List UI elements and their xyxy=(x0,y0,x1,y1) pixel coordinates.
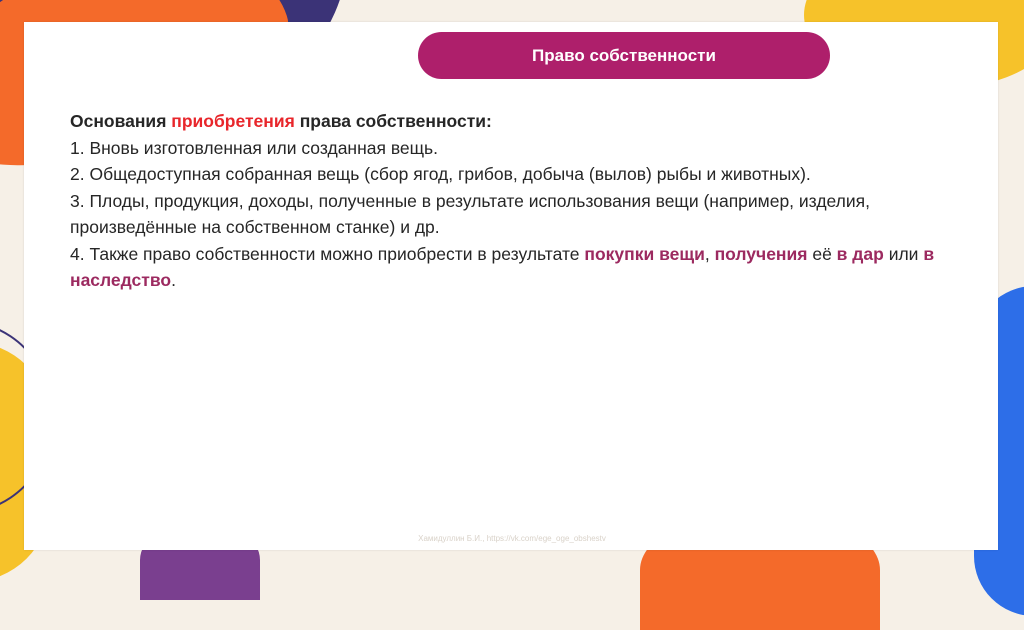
item4-purchase: покупки вещи xyxy=(584,243,705,264)
list-item-4 xyxy=(70,241,950,294)
footer-credit: Хамидуллин Б.И., https://vk.com/ege_oge_obshestv xyxy=(418,534,606,543)
list-item-1: 1. Вновь изготовленная или созданная вещь. xyxy=(70,137,439,158)
item4-start: 4. Также право собственности можно приобрести в результате xyxy=(70,243,585,264)
item4-end: . xyxy=(171,270,176,290)
item4-gift: в дар xyxy=(836,243,884,264)
list-item-2: 2. Общедоступная собранная вещь (сбор ягод, грибов, добыча (вылов) рыбы и животных). xyxy=(70,164,811,184)
heading-suffix: права собственности: xyxy=(294,111,492,131)
heading-prefix: Основания xyxy=(70,111,172,131)
content-heading xyxy=(70,108,950,135)
heading-emphasis: приобретения xyxy=(171,111,295,131)
item4-or: или xyxy=(883,243,924,264)
item4-comma: , xyxy=(704,243,715,264)
slide-card xyxy=(24,22,998,550)
item4-receiving: получения xyxy=(714,243,808,264)
item4-inheritance: в наследство xyxy=(70,243,935,290)
list-item-3: 3. Плоды, продукция, доходы, полученные в результате использования вещи (например, изделия, произведённые на собственном станке) и др. xyxy=(70,190,871,237)
slide-content xyxy=(70,108,950,294)
item4-her: её xyxy=(807,243,837,264)
slide-title: Право собственности xyxy=(418,32,830,79)
